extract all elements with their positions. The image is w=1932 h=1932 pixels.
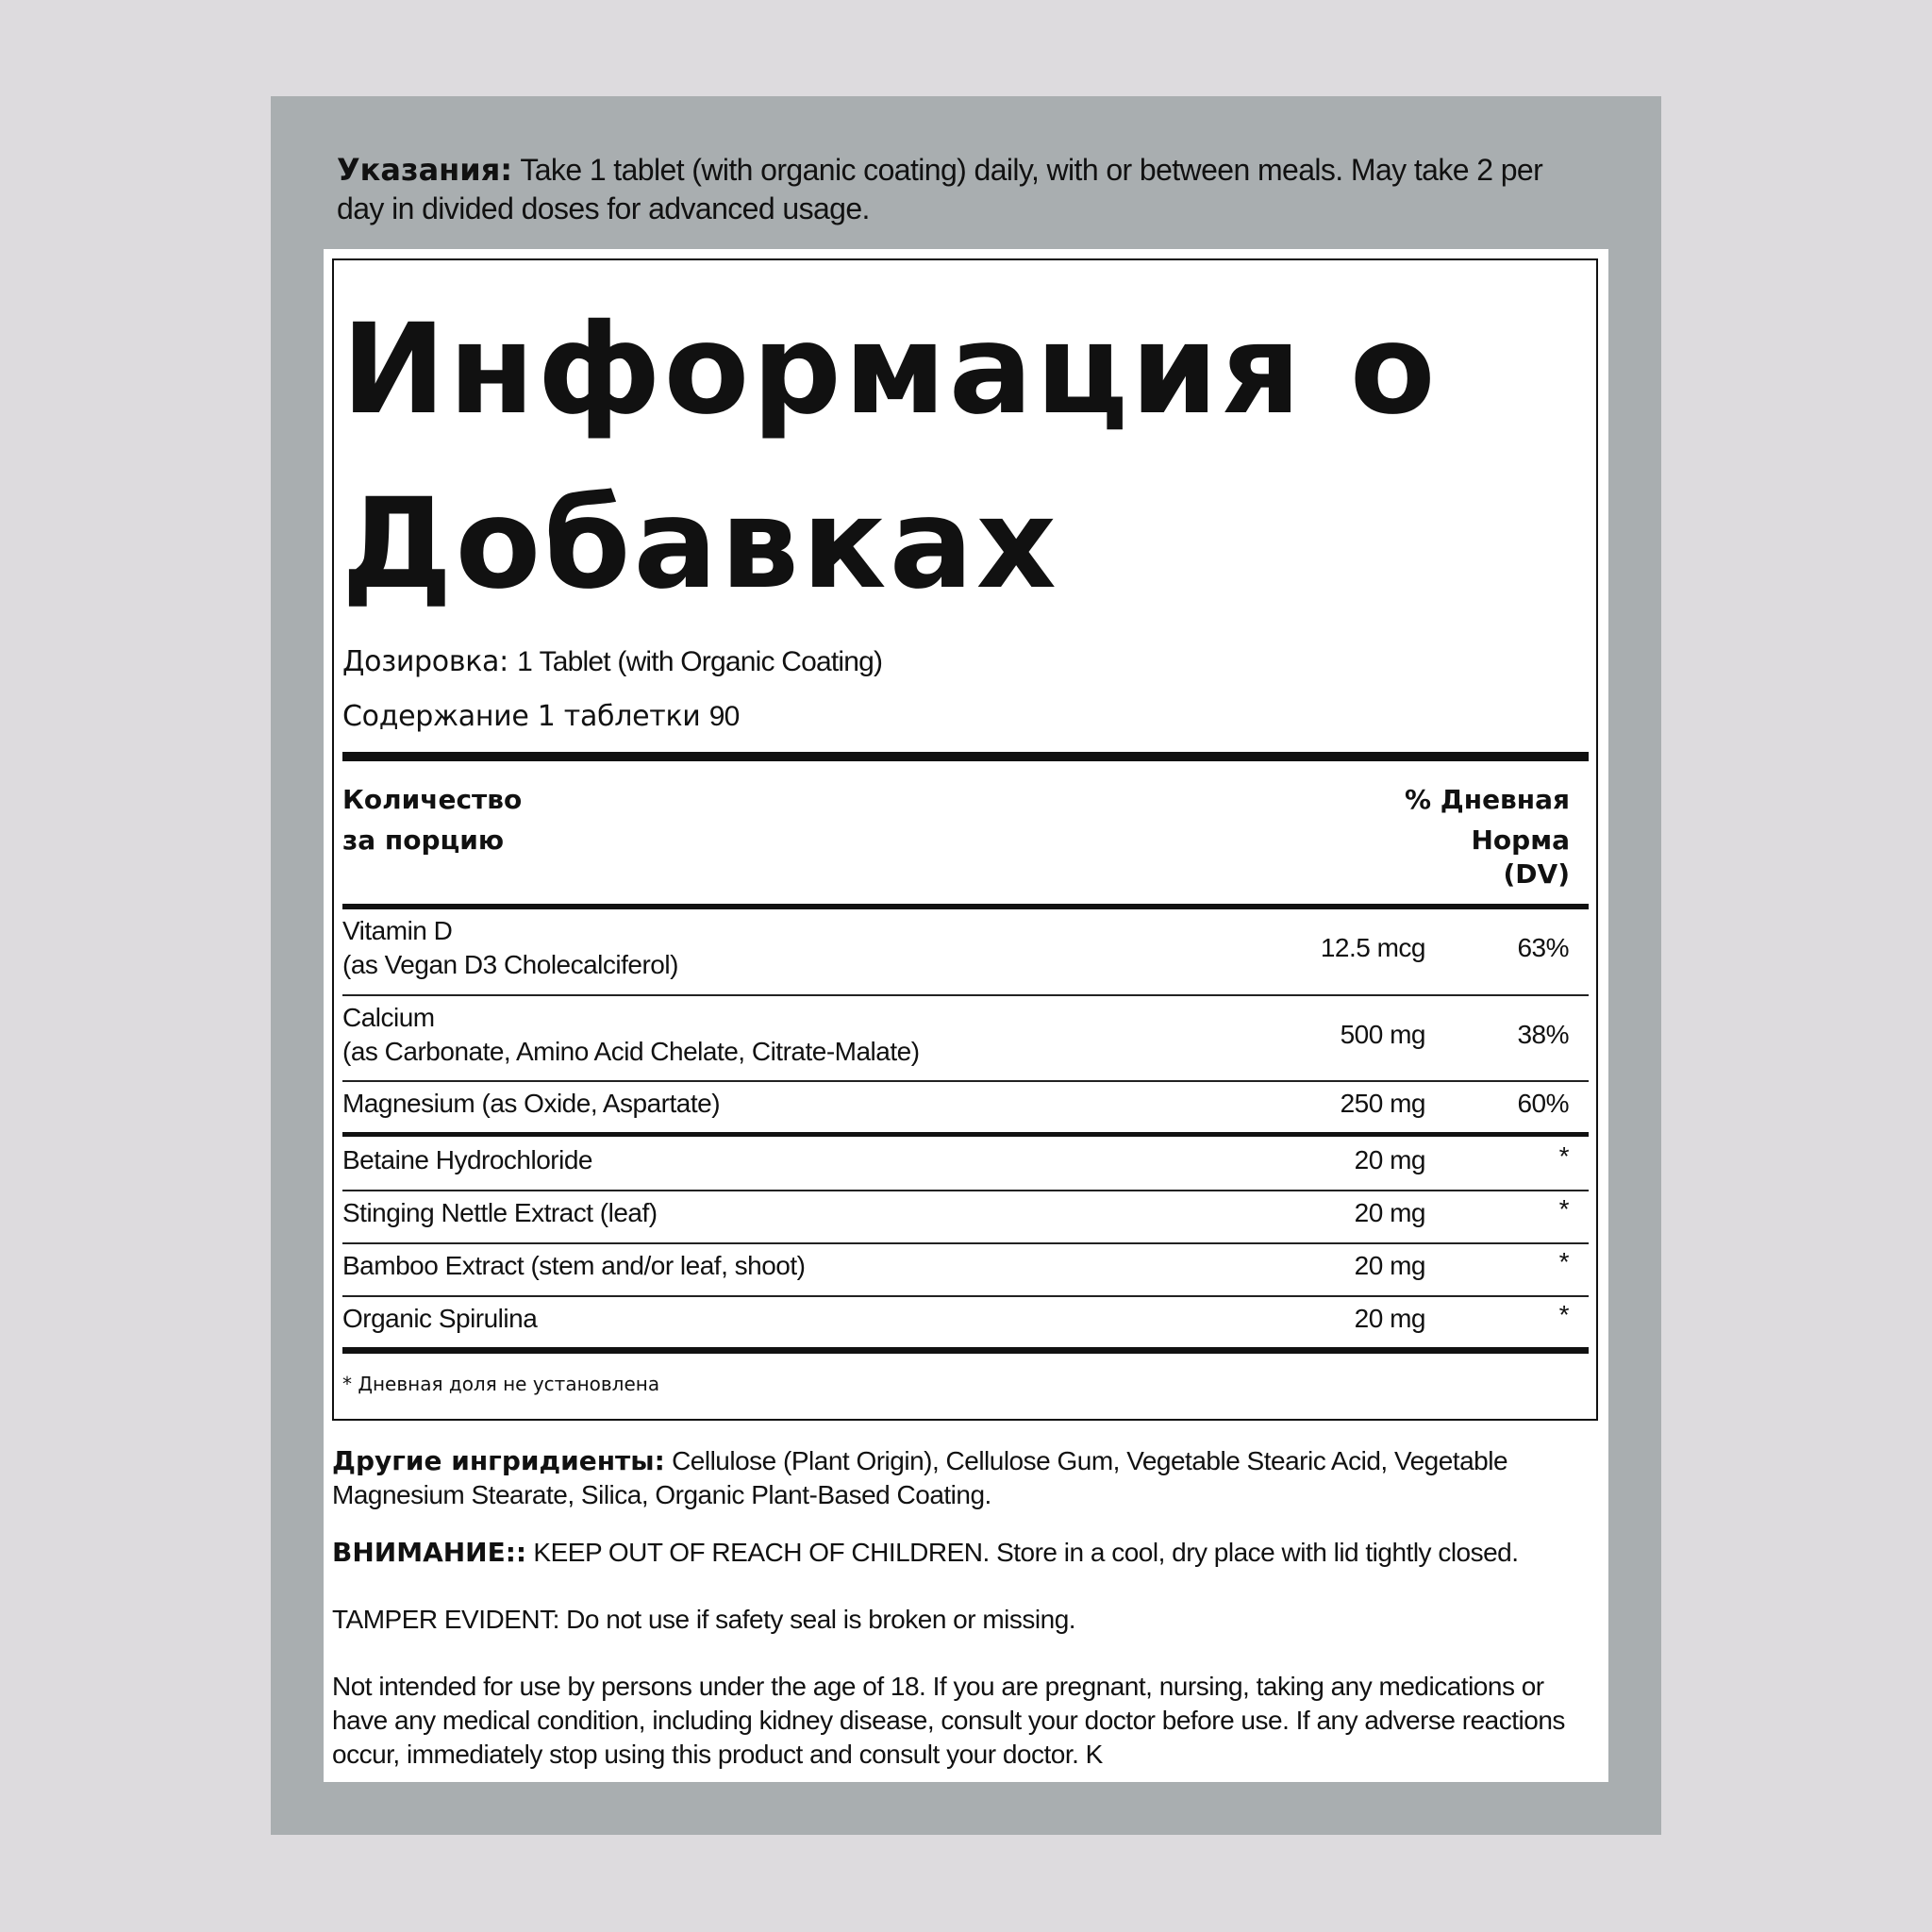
nutrient-name-line-1: Vitamin D — [342, 916, 453, 945]
nutrient-name: Betaine Hydrochloride — [342, 1145, 592, 1174]
row-divider — [342, 1242, 1589, 1244]
warning-label: ВНИМАНИЕ:: — [332, 1537, 527, 1568]
nutrient-amount: 20 mg — [1354, 1198, 1425, 1227]
nutrient-name-line-1: Calcium — [342, 1003, 435, 1032]
bottom-thick-divider — [342, 1347, 1589, 1354]
serving-size-value: 1 Tablet (with Organic Coating) — [517, 646, 883, 677]
nutrient-daily-value: 63% — [1517, 933, 1569, 962]
nutrient-daily-value: 60% — [1517, 1089, 1569, 1118]
servings-label: Содержание 1 таблетки — [342, 700, 709, 733]
thick-divider — [342, 752, 1589, 761]
supplement-facts-title: Информация о Добавках — [341, 297, 1439, 617]
row-divider — [342, 1080, 1589, 1082]
directions-body: Take 1 tablet (with organic coating) daily, with or between meals. May take 2 per day in divided doses for advanced usage. — [337, 153, 1543, 225]
dv-section-divider — [342, 1132, 1589, 1137]
daily-value-footnote: * Дневная доля не установлена — [342, 1373, 660, 1395]
nutrient-row-vitamin-d — [342, 914, 1569, 982]
nutrient-daily-value: * — [1558, 1300, 1569, 1329]
nutrient-daily-value: * — [1558, 1141, 1569, 1171]
header-right-line-2: Норма — [1471, 824, 1570, 856]
other-ingredients-text: Cellulose (Plant Origin), Cellulose Gum, Vegetable Stearic Acid, Vegetable Magnesium Stearate, Silica, Organic Plant-Based Coating. — [332, 1446, 1508, 1509]
directions-label: Указания: — [337, 152, 513, 188]
warning — [332, 1536, 1587, 1570]
nutrient-name — [342, 914, 678, 982]
row-divider — [342, 994, 1589, 996]
header-right-line-1: % Дневная — [1404, 784, 1570, 815]
nutrient-name: Stinging Nettle Extract (leaf) — [342, 1198, 658, 1227]
header-left-line-1: Количество — [342, 784, 523, 815]
amount-per-serving-header — [342, 779, 522, 860]
nutrient-name-line-2: (as Carbonate, Amino Acid Chelate, Citrate-Malate) — [342, 1037, 920, 1066]
servings-per-container — [342, 700, 739, 733]
nutrient-amount: 20 mg — [1354, 1304, 1425, 1333]
nutrient-name: Bamboo Extract (stem and/or leaf, shoot) — [342, 1251, 806, 1280]
nutrient-daily-value: 38% — [1517, 1020, 1569, 1049]
tamper-evident-notice: TAMPER EVIDENT: Do not use if safety seal is broken or missing. — [332, 1605, 1076, 1634]
daily-value-header — [1405, 779, 1570, 889]
header-left-line-2: за порцию — [342, 824, 505, 856]
servings-value: 90 — [708, 701, 740, 732]
header-divider — [342, 904, 1589, 909]
nutrient-amount: 20 mg — [1354, 1145, 1425, 1174]
directions-text — [337, 151, 1591, 228]
nutrient-amount: 12.5 mcg — [1320, 933, 1425, 962]
other-ingredients — [332, 1444, 1587, 1512]
warning-text: KEEP OUT OF REACH OF CHILDREN. Store in a cool, dry place with lid tightly closed. — [526, 1538, 1519, 1567]
row-divider — [342, 1295, 1589, 1297]
nutrient-daily-value: * — [1558, 1247, 1569, 1276]
nutrient-amount: 500 mg — [1340, 1020, 1425, 1049]
nutrient-amount: 250 mg — [1340, 1089, 1425, 1118]
serving-size-label: Дозировка: — [342, 645, 518, 678]
nutrient-name — [342, 1001, 920, 1069]
other-ingredients-label: Другие ингридиенты: — [332, 1445, 665, 1476]
nutrient-row-calcium — [342, 1001, 1569, 1069]
row-divider — [342, 1190, 1589, 1191]
nutrient-name: Organic Spirulina — [342, 1304, 538, 1333]
disclaimer: Not intended for use by persons under the age of 18. If you are pregnant, nursing, taking any medications or have any medical condition, including kidney disease, consult your doctor before use. If any adverse reactions occur, immediately stop using this product and consult your doctor. K — [332, 1672, 1565, 1769]
header-right-line-3: (DV) — [1503, 858, 1570, 890]
nutrient-name: Magnesium (as Oxide, Aspartate) — [342, 1089, 721, 1118]
nutrient-amount: 20 mg — [1354, 1251, 1425, 1280]
nutrient-daily-value: * — [1558, 1194, 1569, 1224]
nutrient-name-line-2: (as Vegan D3 Cholecalciferol) — [342, 950, 678, 979]
serving-size — [342, 645, 882, 678]
